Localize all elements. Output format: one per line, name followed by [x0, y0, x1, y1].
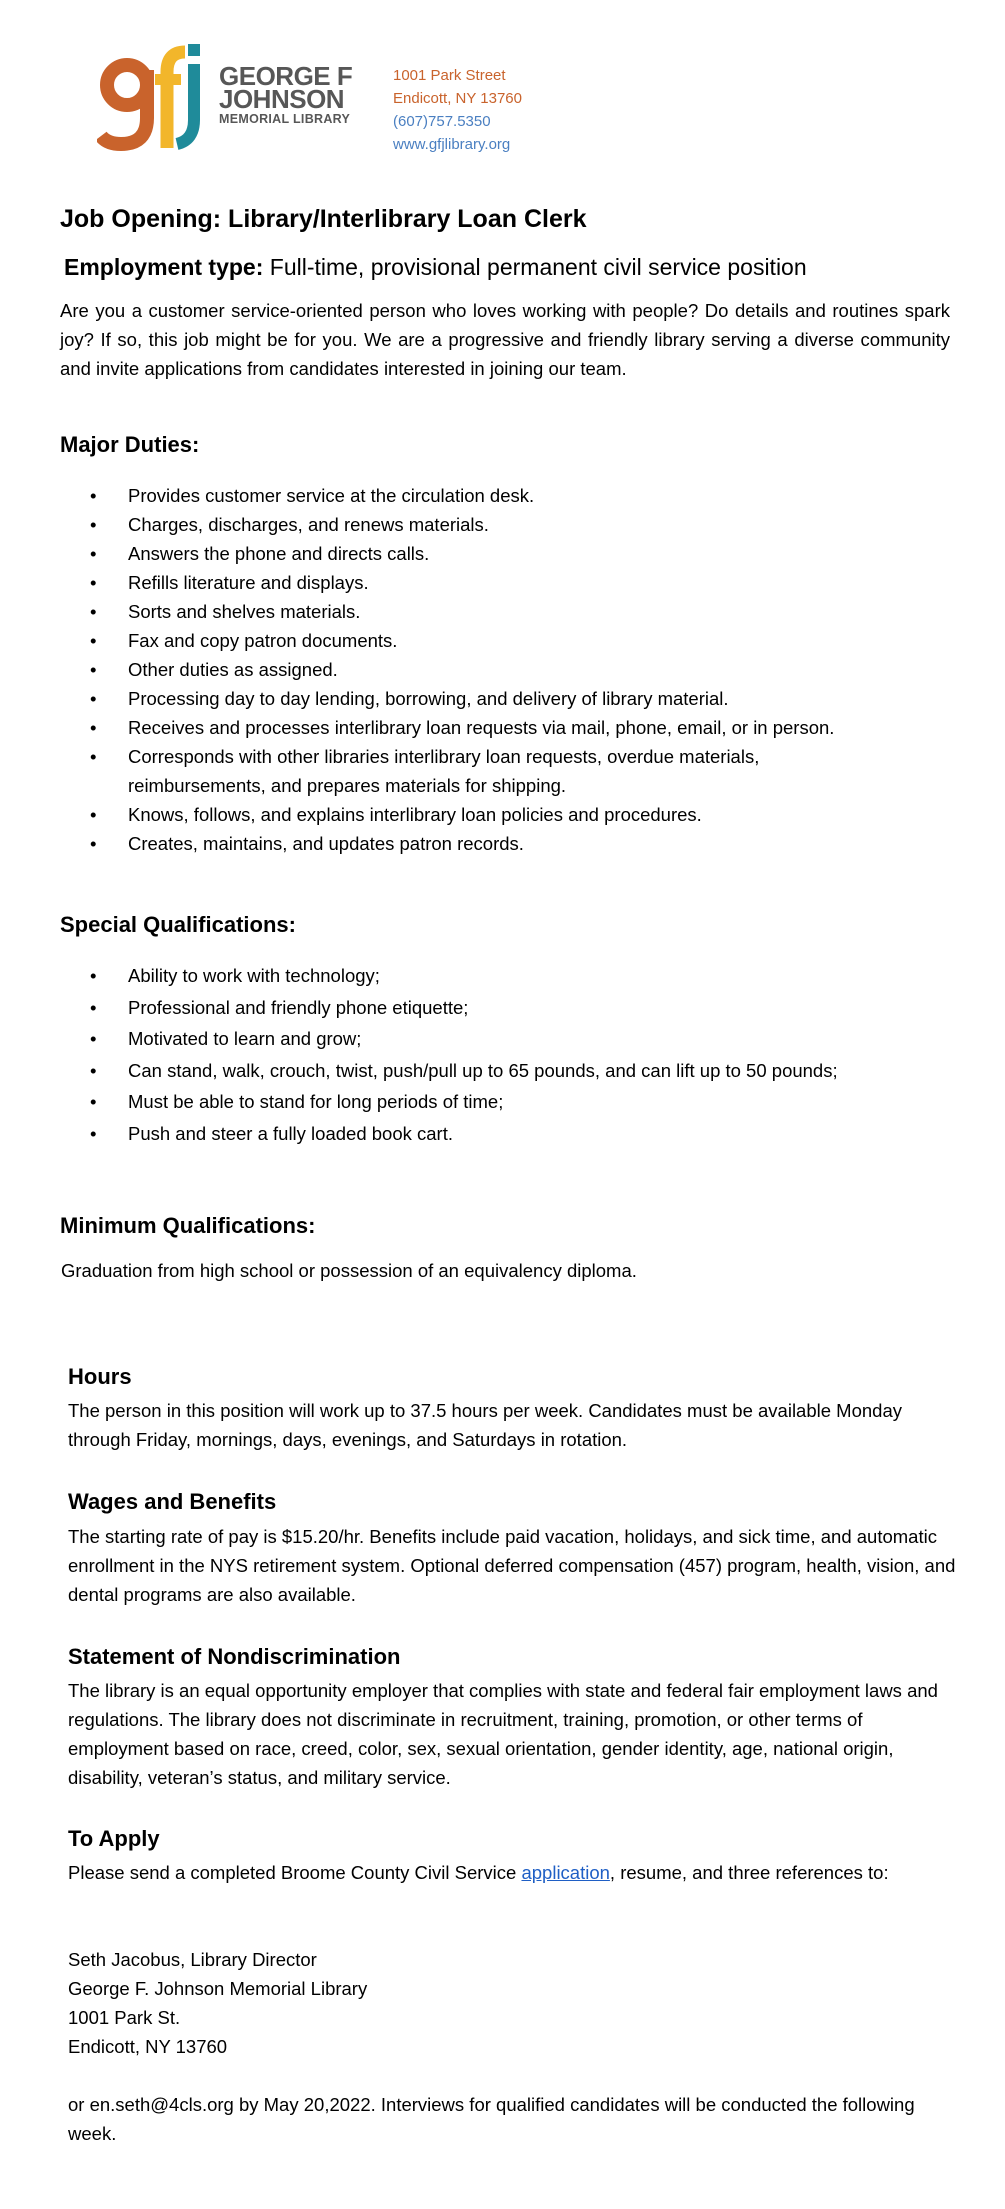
page-title: Job Opening: Library/Interlibrary Loan Clerk [60, 205, 587, 233]
contact-city: Endicott, NY 13760 [68, 2036, 228, 2057]
logo-line-3: MEMORIAL LIBRARY [219, 112, 351, 126]
contact-org: George F. Johnson Memorial Library [68, 1978, 368, 1999]
list-item: • Can stand, walk, crouch, twist, push/pull up to 65 pounds, and can lift up to 50 pounds; [90, 1055, 950, 1087]
list-item: • Motivated to learn and grow; [90, 1023, 950, 1055]
intro-paragraph: Are you a customer service-oriented person who loves working with people? Do details and routines spark joy? If so, this job might be for you. We are a progressive and friendly library serving a diverse community and invite applications from candidates interested in joining our team. [60, 300, 950, 379]
list-item: • Receives and processes interlibrary loan requests via mail, phone, email, or in person. [90, 713, 950, 742]
list-item: • Creates, maintains, and updates patron records. [90, 829, 950, 858]
list-item: • Ability to work with technology; [90, 960, 950, 992]
contact-name: Seth Jacobus, Library Director [68, 1949, 317, 1970]
list-item: • Other duties as assigned. [90, 655, 950, 684]
employment-type-value: Full-time, provisional permanent civil service position [269, 254, 807, 280]
list-item: • Sorts and shelves materials. [90, 597, 950, 626]
contact-street: 1001 Park St. [68, 2007, 181, 2028]
list-item: • Charges, discharges, and renews materials. [90, 510, 950, 539]
application-link[interactable]: application [521, 1862, 610, 1883]
employment-type-label: Employment type: [64, 254, 264, 280]
minimum-qualifications-text: Graduation from high school or possession of an equivalency diploma. [61, 1260, 637, 1281]
wages-heading: Wages and Benefits [68, 1489, 277, 1514]
hours-heading: Hours [68, 1364, 132, 1389]
list-item: • Corresponds with other libraries interlibrary loan requests, overdue materials, reimbursements, and prepares materials for shipping. [90, 742, 888, 800]
minimum-qualifications-heading: Minimum Qualifications: [60, 1213, 316, 1238]
list-item: • Processing day to day lending, borrowing, and delivery of library material. [90, 684, 950, 713]
to-apply-text-after: , resume, and three references to: [609, 1862, 889, 1883]
major-duties-list [90, 481, 950, 858]
list-item: • Provides customer service at the circulation desk. [90, 481, 950, 510]
logo-line-2: JOHNSON [219, 84, 345, 114]
library-phone: (607)757.5350 [393, 113, 491, 130]
to-apply-text [68, 1858, 958, 1887]
list-item: • Answers the phone and directs calls. [90, 539, 950, 568]
address-street: 1001 Park Street [393, 67, 506, 84]
list-item: • Must be able to stand for long periods of time; [90, 1086, 950, 1118]
list-item: • Professional and friendly phone etiquette; [90, 992, 950, 1024]
list-item: • Refills literature and displays. [90, 568, 950, 597]
nondiscrimination-text: The library is an equal opportunity employer that complies with state and federal fair employment laws and regulations. The library does not discriminate in recruitment, training, promotion, or other terms of employment based on race, creed, color, sex, sexual orientation, gender identity, age, national origin, disability, veteran’s status, and military service. [68, 1680, 938, 1788]
library-address [393, 64, 522, 156]
list-item: • Fax and copy patron documents. [90, 626, 950, 655]
major-duties-heading: Major Duties: [60, 432, 200, 457]
to-apply-text-before: Please send a completed Broome County Civil Service [68, 1862, 522, 1883]
library-logo-text [219, 61, 353, 127]
list-item: • Knows, follows, and explains interlibrary loan policies and procedures. [90, 800, 950, 829]
nondiscrimination-heading: Statement of Nondiscrimination [68, 1644, 401, 1669]
library-website[interactable]: www.gfjlibrary.org [393, 136, 511, 153]
address-city: Endicott, NY 13760 [393, 90, 522, 107]
employment-type [64, 254, 807, 281]
library-logo [97, 40, 367, 155]
list-item: • Push and steer a fully loaded book cart. [90, 1118, 950, 1150]
special-qualifications-list [90, 960, 950, 1149]
contact-address-block [68, 1945, 958, 2061]
logo-line-1: GEORGE F [219, 61, 353, 91]
to-apply-heading: To Apply [68, 1826, 160, 1851]
closing-text: or en.seth@4cls.org by May 20,2022. Interviews for qualified candidates will be conducted the following week. [68, 2094, 915, 2144]
wages-text: The starting rate of pay is $15.20/hr. Benefits include paid vacation, holidays, and sick time, and automatic enrollment in the NYS retirement system. Optional deferred compensation (457) program, health, vision, and dental programs are also available. [68, 1526, 956, 1605]
gfj-logo-icon [97, 40, 212, 155]
hours-text: The person in this position will work up to 37.5 hours per week. Candidates must be available Monday through Friday, mornings, days, evenings, and Saturdays in rotation. [68, 1400, 902, 1450]
special-qualifications-heading: Special Qualifications: [60, 912, 296, 937]
